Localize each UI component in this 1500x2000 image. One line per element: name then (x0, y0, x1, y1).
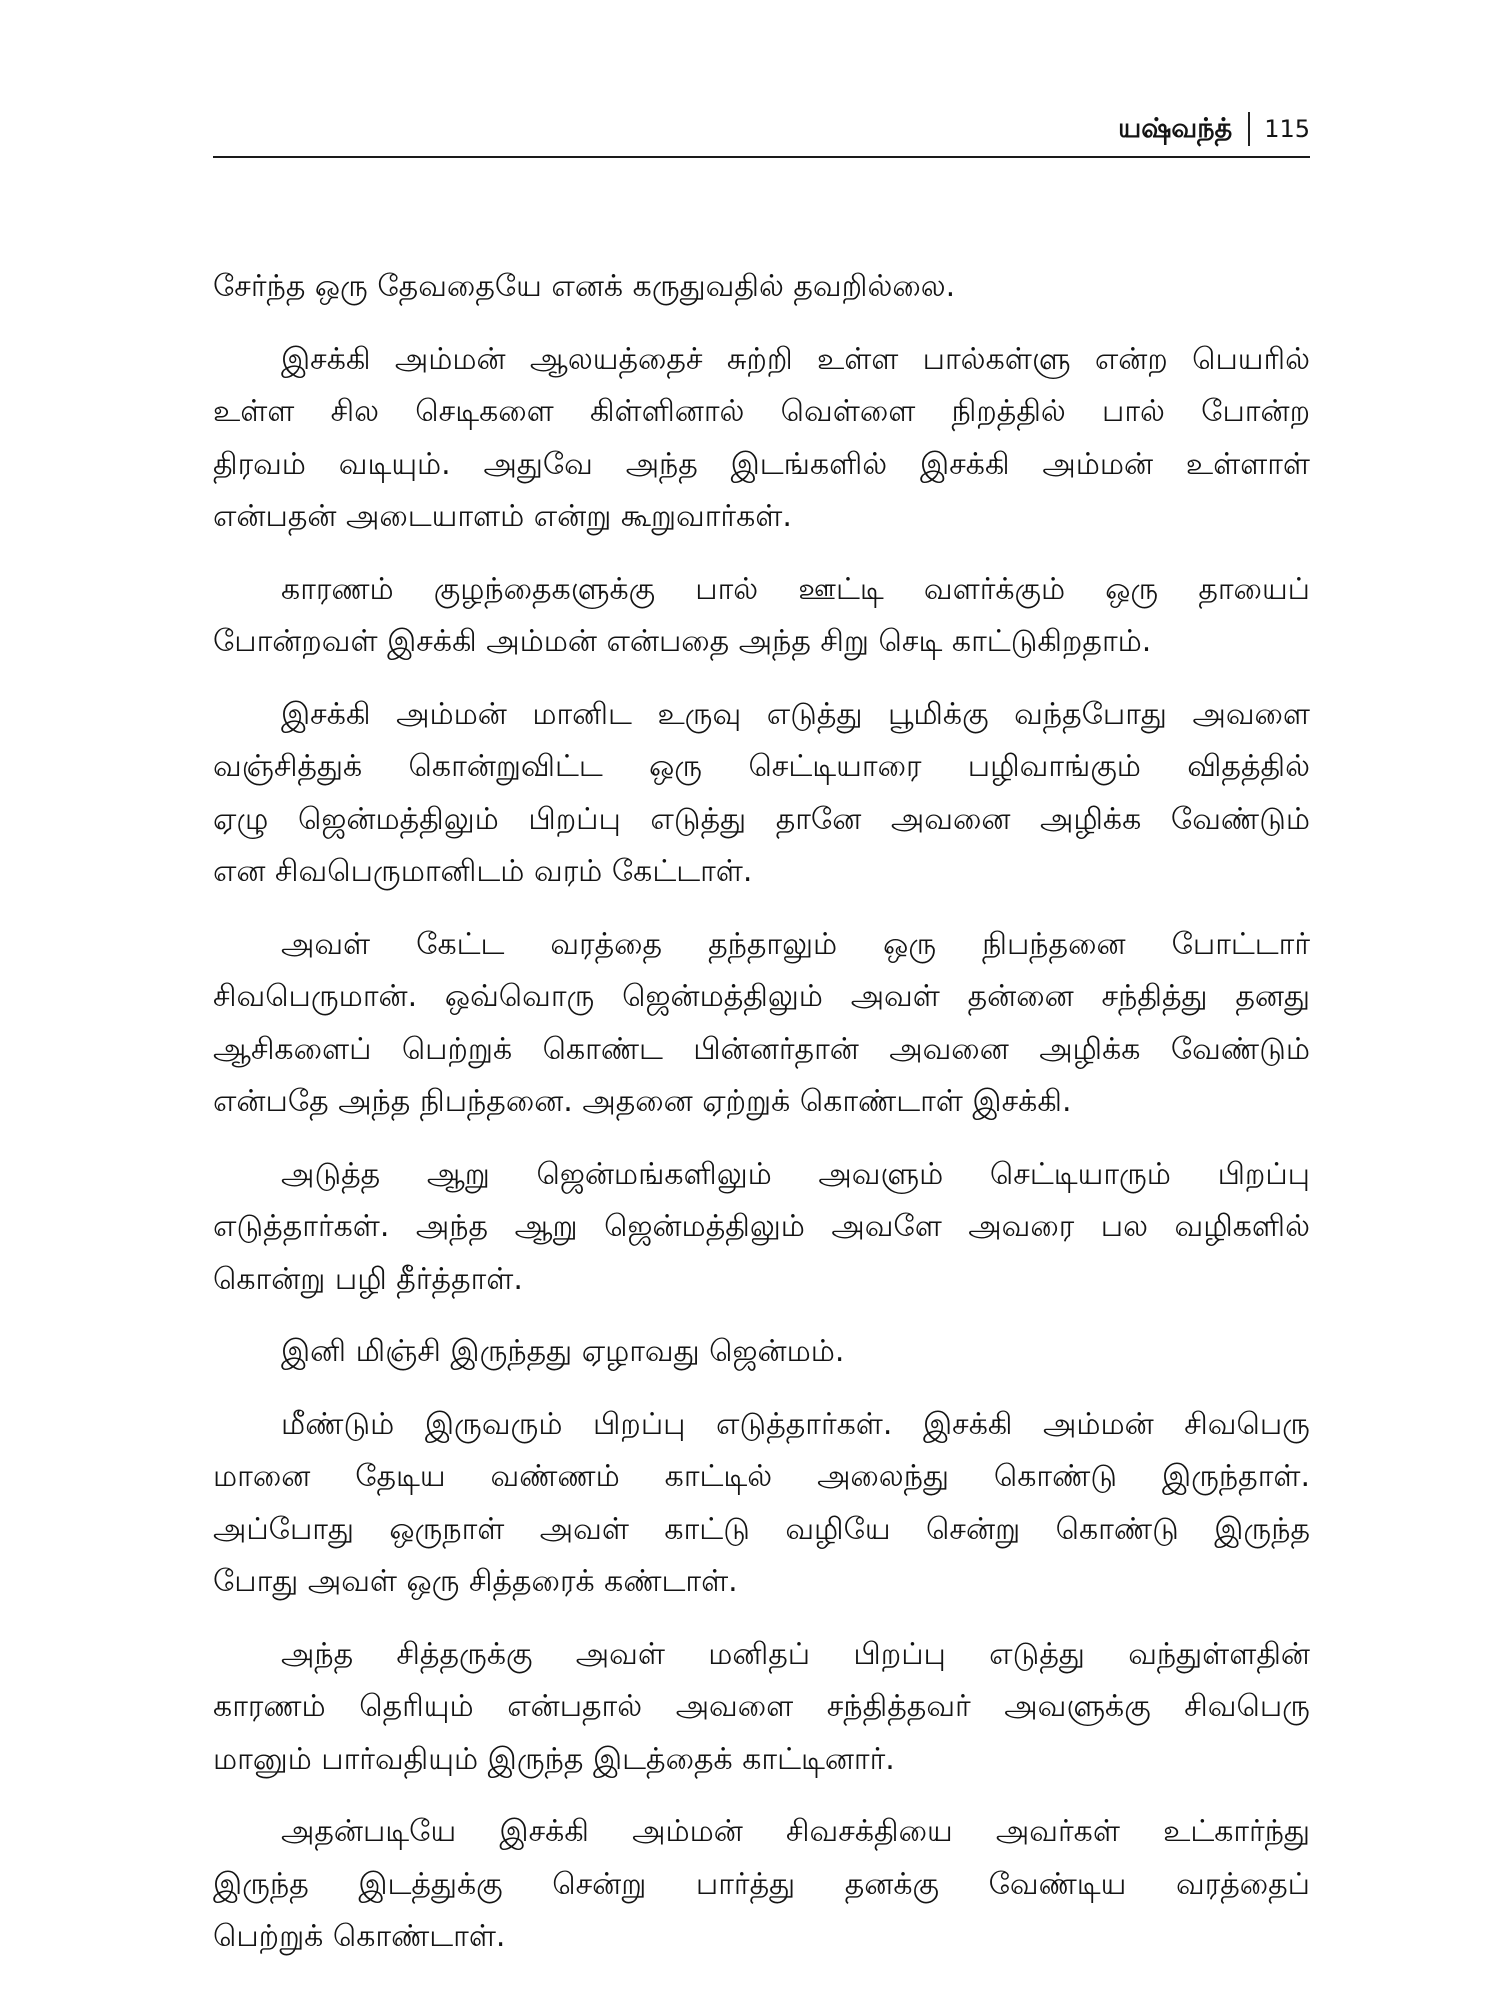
text-line: பெற்றுக் கொண்டாள். (213, 1919, 506, 1954)
paragraph-7 (213, 1326, 1310, 1379)
text-line: மீண்டும் இருவரும் பிறப்பு எடுத்தார்கள். இசக்கி அம்மன் சிவபெரு (281, 1406, 1310, 1442)
page-header (1118, 109, 1310, 149)
header-divider (1248, 112, 1250, 146)
text-line: ஏழு ஜென்மத்திலும் பிறப்பு எடுத்து தானே அவனை அழிக்க வேண்டும் (213, 801, 1310, 837)
text-line: காரணம் குழந்தைகளுக்கு பால் ஊட்டி வளர்க்கும் ஒரு தாயைப் (281, 571, 1310, 607)
text-line: வஞ்சித்துக் கொன்றுவிட்ட ஒரு செட்டியாரை பழிவாங்கும் விதத்தில் (213, 749, 1310, 784)
paragraph-9 (213, 1629, 1310, 1787)
text-line: போன்றவள் இசக்கி அம்மன் என்பதை அந்த சிறு செடி காட்டுகிறதாம். (213, 624, 1152, 659)
text-line: எடுத்தார்கள். அந்த ஆறு ஜென்மத்திலும் அவளே அவரை பல வழிகளில் (213, 1209, 1310, 1244)
text-line: என்பதே அந்த நிபந்தனை. அதனை ஏற்றுக் கொண்டாள் இசக்கி. (213, 1084, 1072, 1119)
text-line: திரவம் வடியும். அதுவே அந்த இடங்களில் இசக்கி அம்மன் உள்ளாள் (213, 446, 1310, 482)
running-title: யஷ்வந்த் (1118, 113, 1233, 144)
paragraph-3 (213, 564, 1310, 669)
text-line: அதன்படியே இசக்கி அம்மன் சிவசக்தியை அவர்கள் உட்கார்ந்து (281, 1814, 1310, 1849)
header-rule (213, 156, 1310, 158)
text-line: என்பதன் அடையாளம் என்று கூறுவார்கள். (213, 499, 792, 534)
text-line: காரணம் தெரியும் என்பதால் அவளை சந்தித்தவர் அவளுக்கு சிவபெரு (213, 1689, 1310, 1724)
text-line: மானும் பார்வதியும் இருந்த இடத்தைக் காட்டினார். (213, 1741, 895, 1777)
text-line: இருந்த இடத்துக்கு சென்று பார்த்து தனக்கு வேண்டிய வரத்தைப் (213, 1866, 1310, 1902)
text-line: மானை தேடிய வண்ணம் காட்டில் அலைந்து கொண்டு இருந்தாள். (213, 1459, 1310, 1494)
text-line: போது அவள் ஒரு சித்தரைக் கண்டாள். (213, 1564, 738, 1599)
page-number: 115 (1264, 115, 1310, 143)
body-text (213, 261, 1310, 1964)
text-line: அடுத்த ஆறு ஜென்மங்களிலும் அவளும் செட்டியாரும் பிறப்பு (281, 1156, 1310, 1192)
paragraph-4 (213, 689, 1310, 899)
text-line: அப்போது ஒருநாள் அவள் காட்டு வழியே சென்று கொண்டு இருந்த (213, 1511, 1310, 1547)
paragraph-6 (213, 1149, 1310, 1307)
text-line: உள்ள சில செடிகளை கிள்ளினால் வெள்ளை நிறத்தில் பால் போன்ற (213, 394, 1310, 429)
paragraph-10 (213, 1806, 1310, 1964)
text-line: சேர்ந்த ஒரு தேவதையே எனக் கருதுவதில் தவறில்லை. (213, 269, 956, 304)
text-line: அவள் கேட்ட வரத்தை தந்தாலும் ஒரு நிபந்தனை போட்டார் (281, 926, 1310, 962)
text-line: என சிவபெருமானிடம் வரம் கேட்டாள். (213, 854, 753, 889)
text-line: கொன்று பழி தீர்த்தாள். (213, 1261, 523, 1297)
paragraph-2 (213, 334, 1310, 544)
text-line: சிவபெருமான். ஒவ்வொரு ஜென்மத்திலும் அவள் தன்னை சந்தித்து தனது (213, 979, 1310, 1014)
paragraph-5 (213, 919, 1310, 1129)
text-line: அந்த சித்தருக்கு அவள் மனிதப் பிறப்பு எடுத்து வந்துள்ளதின் (281, 1636, 1310, 1672)
text-line: இனி மிஞ்சி இருந்தது ஏழாவது ஜென்மம். (281, 1334, 845, 1369)
text-line: ஆசிகளைப் பெற்றுக் கொண்ட பின்னர்தான் அவனை அழிக்க வேண்டும் (213, 1031, 1310, 1067)
paragraph-8 (213, 1399, 1310, 1609)
text-line: இசக்கி அம்மன் ஆலயத்தைச் சுற்றி உள்ள பால்கள்ளு என்ற பெயரில் (281, 341, 1310, 377)
text-line: இசக்கி அம்மன் மானிட உருவு எடுத்து பூமிக்கு வந்தபோது அவளை (281, 696, 1310, 732)
paragraph-1 (213, 261, 1310, 314)
